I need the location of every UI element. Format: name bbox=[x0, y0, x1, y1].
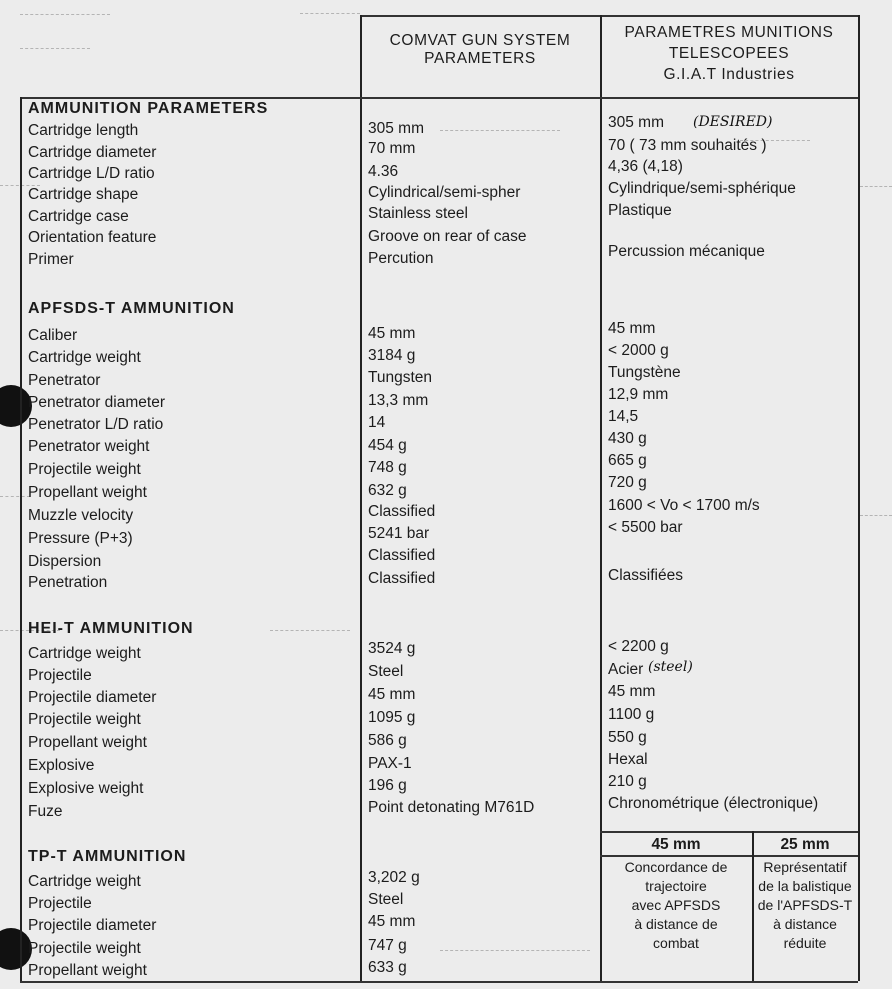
row-label: Fuze bbox=[28, 803, 63, 820]
comvat-value: Steel bbox=[368, 663, 404, 680]
comvat-value: 3524 g bbox=[368, 640, 416, 657]
row-label: Propellant weight bbox=[28, 962, 147, 979]
row-label: Cartridge shape bbox=[28, 186, 139, 203]
comvat-value: PAX-1 bbox=[368, 755, 412, 772]
comvat-value: 1095 g bbox=[368, 709, 416, 726]
giat-value: Cylindrique/semi-sphérique bbox=[608, 180, 796, 197]
row-label: Projectile bbox=[28, 667, 92, 684]
section-title-tp-t: TP-T AMMUNITION bbox=[28, 848, 187, 865]
section-title-apfsds-t: APFSDS-T AMMUNITION bbox=[28, 300, 235, 317]
row-label: Projectile diameter bbox=[28, 689, 157, 706]
row-label: Propellant weight bbox=[28, 734, 147, 751]
subtable-header-45mm: 45 mm bbox=[651, 836, 701, 853]
section-title-hei-t: HEI-T AMMUNITION bbox=[28, 620, 194, 637]
comvat-value: 5241 bar bbox=[368, 525, 430, 542]
table-right-border bbox=[858, 15, 860, 981]
giat-value: 4,36 (4,18) bbox=[608, 158, 683, 175]
scan-noise bbox=[860, 515, 892, 516]
row-label: Cartridge case bbox=[28, 208, 129, 225]
giat-value: Chronométrique (électronique) bbox=[608, 795, 819, 812]
scan-noise bbox=[440, 950, 590, 951]
comvat-value: 70 mm bbox=[368, 140, 416, 157]
row-label: Explosive weight bbox=[28, 780, 144, 797]
comvat-value: 13,3 mm bbox=[368, 392, 429, 409]
comvat-value: 45 mm bbox=[368, 325, 416, 342]
row-label: Cartridge weight bbox=[28, 873, 141, 890]
comvat-value: 196 g bbox=[368, 777, 407, 794]
cell-line: Concordance de bbox=[624, 859, 728, 875]
comvat-value: 632 g bbox=[368, 482, 407, 499]
comvat-value: 747 g bbox=[368, 937, 407, 954]
header-comvat bbox=[360, 32, 600, 68]
giat-value: Classifiées bbox=[608, 567, 683, 584]
subtable-top-rule bbox=[600, 831, 858, 833]
comvat-value: Stainless steel bbox=[368, 205, 468, 222]
row-label: Projectile weight bbox=[28, 940, 141, 957]
comvat-value: Groove on rear of case bbox=[368, 228, 527, 245]
subtable-cell-25mm bbox=[752, 858, 858, 953]
row-label: Caliber bbox=[28, 327, 78, 344]
row-label: Penetrator L/D ratio bbox=[28, 416, 164, 433]
header-line: G.I.A.T Industries bbox=[663, 66, 795, 83]
giat-value: 70 ( 73 mm souhaités ) bbox=[608, 137, 767, 154]
giat-value: Plastique bbox=[608, 202, 672, 219]
header-line: PARAMETERS bbox=[424, 50, 536, 67]
row-label: Penetrator diameter bbox=[28, 394, 165, 411]
comvat-value: 14 bbox=[368, 414, 386, 431]
comvat-value: 4.36 bbox=[368, 163, 399, 180]
subtable-header-25mm: 25 mm bbox=[780, 836, 830, 853]
comvat-value: 586 g bbox=[368, 732, 407, 749]
comvat-value: Classified bbox=[368, 547, 436, 564]
row-label: Muzzle velocity bbox=[28, 507, 134, 524]
header-giat bbox=[600, 22, 858, 85]
giat-value: 1100 g bbox=[608, 706, 655, 723]
giat-value: 14,5 bbox=[608, 408, 639, 425]
comvat-value: Percution bbox=[368, 250, 434, 267]
cell-line: trajectoire bbox=[645, 878, 707, 894]
giat-value: < 5500 bar bbox=[608, 519, 683, 536]
row-label: Projectile weight bbox=[28, 711, 141, 728]
row-label: Orientation feature bbox=[28, 229, 157, 246]
header-rule bbox=[20, 97, 858, 99]
comvat-value: 3184 g bbox=[368, 347, 416, 364]
giat-value: 1600 < Vo < 1700 m/s bbox=[608, 497, 760, 514]
giat-value: 720 g bbox=[608, 474, 647, 491]
comvat-value: Tungsten bbox=[368, 369, 433, 386]
handwritten-desired-note: (DESIRED) bbox=[693, 114, 773, 130]
giat-value: 45 mm bbox=[608, 683, 656, 700]
row-label: Primer bbox=[28, 251, 74, 268]
comvat-value: Classified bbox=[368, 503, 436, 520]
giat-value: < 2000 g bbox=[608, 342, 669, 359]
row-label: Dispersion bbox=[28, 553, 102, 570]
cell-line: Représentatif bbox=[763, 859, 847, 875]
comvat-value: 45 mm bbox=[368, 686, 416, 703]
cell-line: à distance bbox=[773, 916, 837, 932]
row-label: Cartridge L/D ratio bbox=[28, 165, 155, 182]
giat-value: Acier bbox=[608, 661, 644, 678]
row-label: Cartridge weight bbox=[28, 645, 141, 662]
column-divider-label bbox=[360, 15, 362, 981]
cell-line: avec APFSDS bbox=[631, 897, 721, 913]
giat-value: 305 mm bbox=[608, 114, 664, 131]
row-label: Cartridge weight bbox=[28, 349, 141, 366]
row-label: Penetrator weight bbox=[28, 438, 150, 455]
giat-value: 45 mm bbox=[608, 320, 656, 337]
scan-noise bbox=[0, 496, 30, 497]
comvat-value: 305 mm bbox=[368, 120, 424, 137]
row-label: Propellant weight bbox=[28, 484, 147, 501]
scan-noise bbox=[440, 130, 560, 131]
comvat-value: Cylindrical/semi-spher bbox=[368, 184, 521, 201]
comvat-value: 3,202 g bbox=[368, 869, 420, 886]
giat-value: < 2200 g bbox=[608, 638, 669, 655]
giat-value: Percussion mécanique bbox=[608, 243, 765, 260]
table-bottom-border bbox=[20, 981, 858, 983]
row-label: Cartridge length bbox=[28, 122, 139, 139]
handwritten-steel-note: (steel) bbox=[648, 659, 693, 675]
comvat-value: Steel bbox=[368, 891, 404, 908]
header-line: TELESCOPEES bbox=[668, 45, 790, 62]
row-label: Projectile weight bbox=[28, 461, 141, 478]
subtable-header-rule bbox=[600, 855, 858, 857]
scan-noise bbox=[20, 14, 110, 15]
cell-line: à distance de bbox=[634, 916, 718, 932]
comvat-value: 45 mm bbox=[368, 913, 416, 930]
cell-line: de l'APFSDS-T bbox=[757, 897, 853, 913]
giat-value: 12,9 mm bbox=[608, 386, 669, 403]
comvat-value: Point detonating M761D bbox=[368, 799, 535, 816]
cell-line: de la balistique bbox=[758, 878, 852, 894]
row-label: Projectile bbox=[28, 895, 92, 912]
header-line: PARAMETRES MUNITIONS bbox=[624, 24, 834, 41]
row-label: Pressure (P+3) bbox=[28, 530, 133, 547]
row-label: Cartridge diameter bbox=[28, 144, 157, 161]
row-label: Projectile diameter bbox=[28, 917, 157, 934]
cell-line: combat bbox=[653, 935, 699, 951]
scan-noise bbox=[860, 186, 892, 187]
subtable-cell-45mm bbox=[600, 858, 752, 953]
section-title-ammunition-parameters: AMMUNITION PARAMETERS bbox=[28, 100, 269, 117]
scan-noise bbox=[300, 13, 360, 14]
giat-value: 550 g bbox=[608, 729, 647, 746]
cell-line: réduite bbox=[783, 935, 827, 951]
comvat-value: 454 g bbox=[368, 437, 407, 454]
giat-value: Tungstène bbox=[608, 364, 681, 381]
comvat-value: 748 g bbox=[368, 459, 407, 476]
scan-noise bbox=[20, 48, 90, 49]
table-left-border bbox=[20, 97, 22, 981]
table-top-border bbox=[360, 15, 860, 17]
row-label: Penetrator bbox=[28, 372, 101, 389]
comvat-value: 633 g bbox=[368, 959, 407, 976]
giat-value: 210 g bbox=[608, 773, 647, 790]
header-line: COMVAT GUN SYSTEM bbox=[389, 32, 571, 49]
giat-value: 665 g bbox=[608, 452, 647, 469]
comvat-value: Classified bbox=[368, 570, 436, 587]
giat-value: 430 g bbox=[608, 430, 647, 447]
row-label: Explosive bbox=[28, 757, 95, 774]
row-label: Penetration bbox=[28, 574, 108, 591]
scan-noise bbox=[270, 630, 350, 631]
giat-value: Hexal bbox=[608, 751, 648, 768]
